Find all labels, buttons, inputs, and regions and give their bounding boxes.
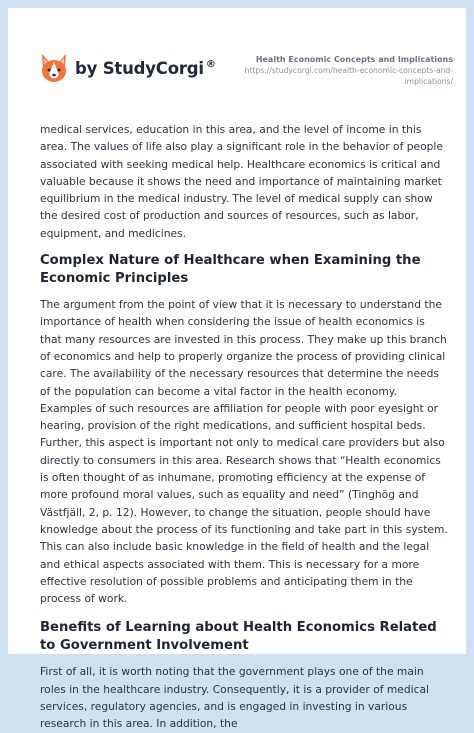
article-body: [40, 121, 448, 733]
registered-mark: ®: [205, 58, 216, 70]
document-title: Health Economic Concepts and Implications: [255, 55, 453, 64]
document-page: [8, 8, 466, 731]
studycorgi-logo[interactable]: [39, 50, 216, 86]
brand-name: by StudyCorgi ®: [75, 58, 216, 78]
document-url[interactable]: https://studycorgi.com/health-economic-concepts-and-implications/: [244, 66, 453, 86]
paragraph: The argument from the point of view that it is necessary to understand the importance of health when considering the issue of health economics is that many resources are invested in this process. They make up this branch of economics and help to properly organize the process of providing clinical care. The availability of the necessary resources that determine the needs of the population can become a vital factor in the health economy. Examples of such resources are affiliation for people with poor eyesight or hearing, provision of the right medications, and sufficient hospital beds. Further, this aspect is important not only to medical care providers but also directly to consumers in this area. Research shows that “Health economics is often thought of as inhumane, promoting efficiency at the expense of more profound moral values, such as equality and need” (Tinghög and Västfjäll, 2, p. 12). However, to change the situation, people should have knowledge about the process of its functioning and take part in this system. This can also include basic knowledge in the field of health and the legal and ethical aspects associated with them. This is necessary for a more effective resolution of possible problems and anticipating them in the process of work.: [40, 298, 448, 606]
corgi-icon: [39, 52, 69, 84]
paragraph: First of all, it is worth noting that the government plays one of the main roles in the healthcare industry. Consequently, it is a provider of medical services, regulatory agencies, and is engaged in investing in various research in this area. In addition, the: [40, 665, 430, 731]
paragraph: medical services, education in this area, and the level of income in this area. The values of life also play a significant role in the behavior of people associated with seeking medical help. Healthcare economics is critical and valuable because it shows the need and importance of maintaining market equilibrium in the medical industry. The level of medical supply can show the desired cost of production and sources of resources, such as labor, equipment, and medicines.: [40, 123, 443, 240]
section-heading: Benefits of Learning about Health Economics Related to Government Involvement: [40, 620, 437, 653]
section-heading: Complex Nature of Healthcare when Examining the Economic Principles: [40, 253, 421, 286]
document-meta: [223, 54, 453, 87]
page-header: [8, 8, 466, 118]
